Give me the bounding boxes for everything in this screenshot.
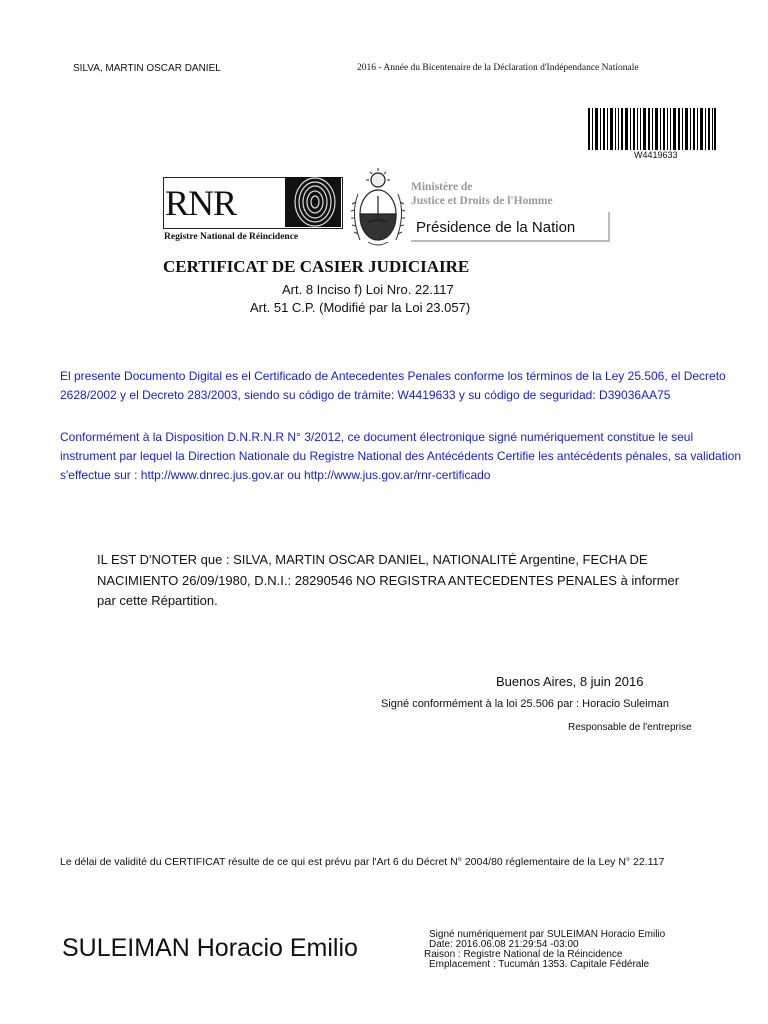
barcode-code: W4419633 [634,150,678,160]
fingerprint-icon [285,177,341,227]
signer-name: SULEIMAN Horacio Emilio [62,934,358,962]
presidency-label: Présidence de la Nation [416,219,576,236]
law-reference-2: Art. 51 C.P. (Modifié par la Loi 23.057) [250,300,471,315]
rnr-logo-text: RNR [165,183,237,223]
digital-document-notice-es: El presente Documento Digital es el Certificado de Antecedentes Penales conforme los términos de la Ley 25.506, el Decreto 2628/2002 y el Decreto 283/2003, siendo su código de trámite: W4419633 y su código de seguridad: D39036AA75 [60,369,726,402]
digital-signature-block [424,930,665,970]
signed-by: Signé conformément à la loi 25.506 par : Horacio Suleiman [381,698,669,710]
ministry-name [411,180,553,208]
law-reference-1: Art. 8 Inciso f) Loi Nro. 22.117 [282,282,454,297]
header-year-note: 2016 - Année du Bicentenaire de la Déclaration d'Indépendance Nationale [357,63,639,73]
digital-signature-line-1: Signé numériquement par SULEIMAN Horacio Emilio [429,929,666,940]
signer-role: Responsable de l'entreprise [568,722,692,733]
ministry-line-2: Justice et Droits de l'Homme [411,195,553,207]
coat-of-arms-icon [346,166,410,250]
ministry-line-1: Ministère de [411,181,473,193]
rnr-subtitle: Registre National de Réincidence [164,232,299,242]
certificate-title: CERTIFICAT DE CASIER JUDICIAIRE [163,257,470,276]
barcode-image [588,108,716,150]
digital-signature-line-2: Date: 2016.06.08 21:29:54 -03:00 [429,939,579,950]
digital-signature-line-3: Raison : Registre National de la Réincidence [424,949,623,960]
place-date: Buenos Aires, 8 juin 2016 [496,674,644,689]
digital-signature-line-4: Emplacement : Tucumán 1353. Capitale Fédérale [429,959,650,970]
record-statement: IL EST D'NOTER que : SILVA, MARTIN OSCAR DANIEL, NATIONALITÉ Argentine, FECHA DE NACIMIENTO 26/09/1980, D.N.I.: 28290546 NO REGISTRA ANTECEDENTES PENALES à informer par cette Répartition. [97,552,680,608]
header-name: SILVA, MARTIN OSCAR DANIEL [73,63,221,74]
digital-document-notice-fr: Conformément à la Disposition D.N.R.N.R N° 3/2012, ce document électronique signé numériquement constitue le seul instrument par lequel la Direction Nationale du Registre National des Antécédents Certifie les antécédents pénales, sa validation s'effectue sur : http://www.dnrec.jus.gov.ar ou http://www.jus.gov.ar/rnr-certificado [60,430,742,482]
validity-note: Le délai de validité du CERTIFICAT résulte de ce qui est prévu par l'Art 6 du Décret N° 2004/80 réglementaire de la Ley N° 22.117 [60,856,665,868]
